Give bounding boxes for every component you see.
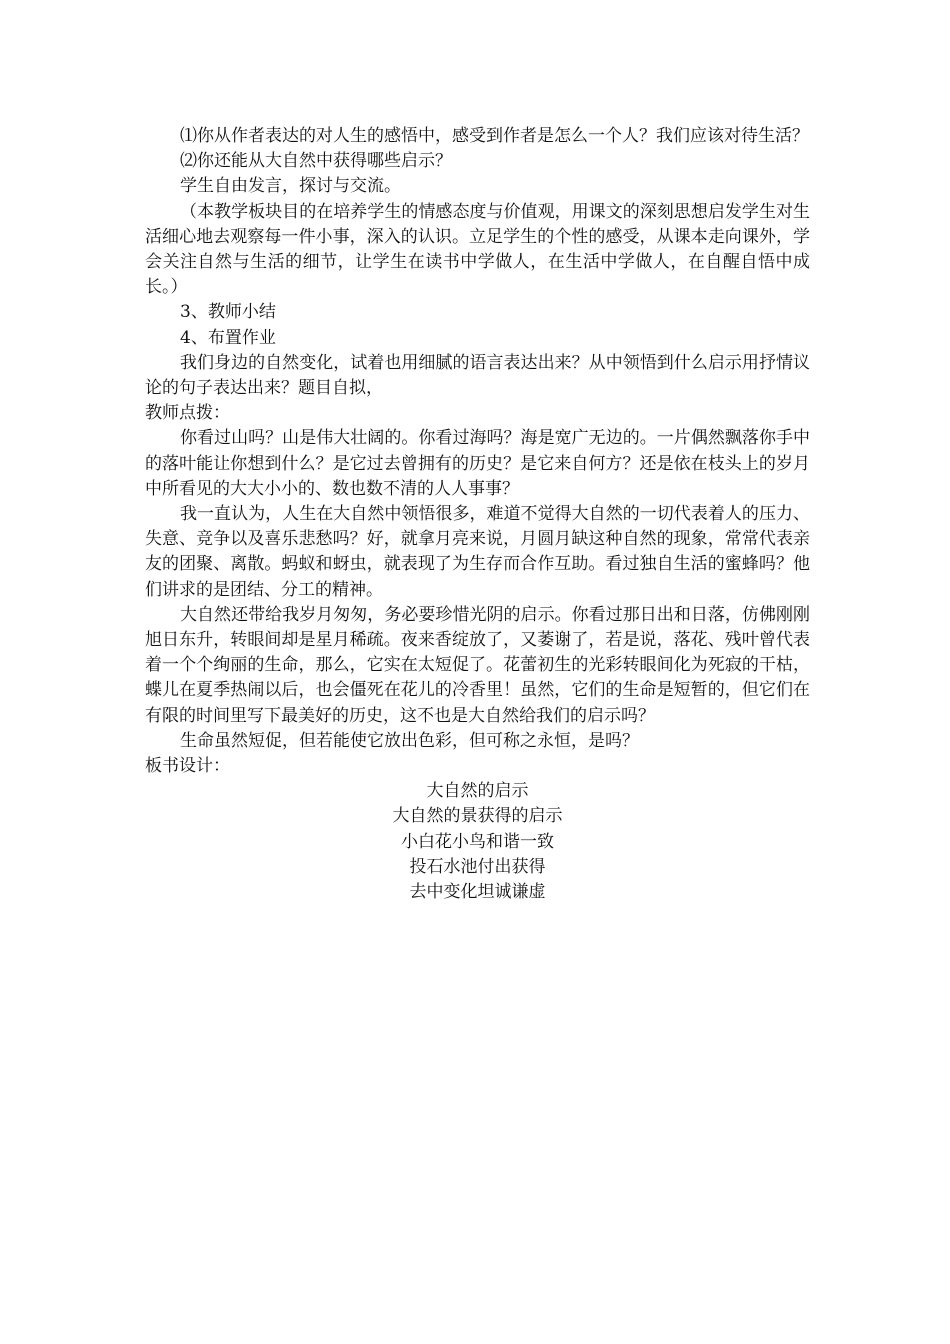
paragraph-teacher-guidance-heading: 教师点拨： (145, 403, 230, 424)
board-line: 去中变化坦诚谦虚 (409, 882, 546, 903)
paragraph-life-short: 生命虽然短促，但若能使它放出色彩，但可称之永恒，是吗？ (180, 730, 639, 751)
paragraph-teacher-summary: 3、教师小结 (180, 302, 276, 323)
paragraph-question-2: ⑵你还能从大自然中获得哪些启示？ (180, 151, 452, 172)
paragraph-student-discussion: 学生自由发言，探讨与交流。 (180, 176, 401, 197)
paragraph-purpose-note: （本教学板块目的在培养学生的情感态度与价值观，用课文的深刻思想启发学生对生活细心地去观察每一件小事，深入的认识。立足学生的个性的感受，从课本走向课外，学会关注自然与生活的细节，让学生在读书中学做人，在生活中学做人，在自醒自悟中成长。） (145, 201, 810, 298)
board-line: 小白花小鸟和谐一致 (401, 831, 554, 852)
document-page (145, 124, 810, 905)
paragraph-mountain-sea: 你看过山吗？山是伟大壮阔的。你看过海吗？海是宽广无边的。一片偶然飘落你手中的落叶能让你想到什么？是它过去曾拥有的历史？是它来自何方？还是依在枝头上的岁月中所看见的大大小小的、数也数不清的人人事事？ (145, 428, 810, 499)
paragraph-question-1: ⑴你从作者表达的对人生的感悟中，感受到作者是怎么一个人？我们应该对待生活？ (180, 126, 809, 146)
board-line: 大自然的景获得的启示 (392, 806, 563, 827)
paragraph-homework: 4、布置作业 (180, 327, 276, 348)
paragraph-time-passing: 大自然还带给我岁月匆匆，务必要珍惜光阴的启示。你看过那日出和日落，仿佛刚刚旭日东升，转眼间却是星月稀疏。夜来香绽放了，又萎谢了，若是说，落花、残叶曾代表着一个个绚丽的生命，那么，它实在太短促了。花蕾初生的光彩转眼间化为死寂的干枯，蝶儿在夏季热闹以后，也会僵死在花儿的冷香里！虽然，它们的生命是短暂的，但它们在有限的时间里写下最美好的历史，这不也是大自然给我们的启示吗？ (145, 604, 810, 726)
board-line: 投石水池付出获得 (409, 856, 546, 877)
board-line-title: 大自然的启示 (426, 781, 529, 802)
paragraph-life-nature: 我一直认为，人生在大自然中领悟很多，难道不觉得大自然的一切代表着人的压力、失意、竞争以及喜乐悲愁吗？好，就拿月亮来说，月圆月缺这种自然的现象，常常代表亲友的团聚、离散。蚂蚁和蚜虫，就表现了为生存而合作互助。看过独自生活的蜜蜂吗？他们讲求的是团结、分工的精神。 (145, 504, 810, 600)
paragraph-board-design-heading: 板书设计： (145, 756, 230, 777)
board-design (145, 779, 810, 905)
paragraph-homework-detail: 我们身边的自然变化，试着也用细腻的语言表达出来？从中领悟到什么启示用抒情议论的句子表达出来？题目自拟， (145, 352, 810, 399)
